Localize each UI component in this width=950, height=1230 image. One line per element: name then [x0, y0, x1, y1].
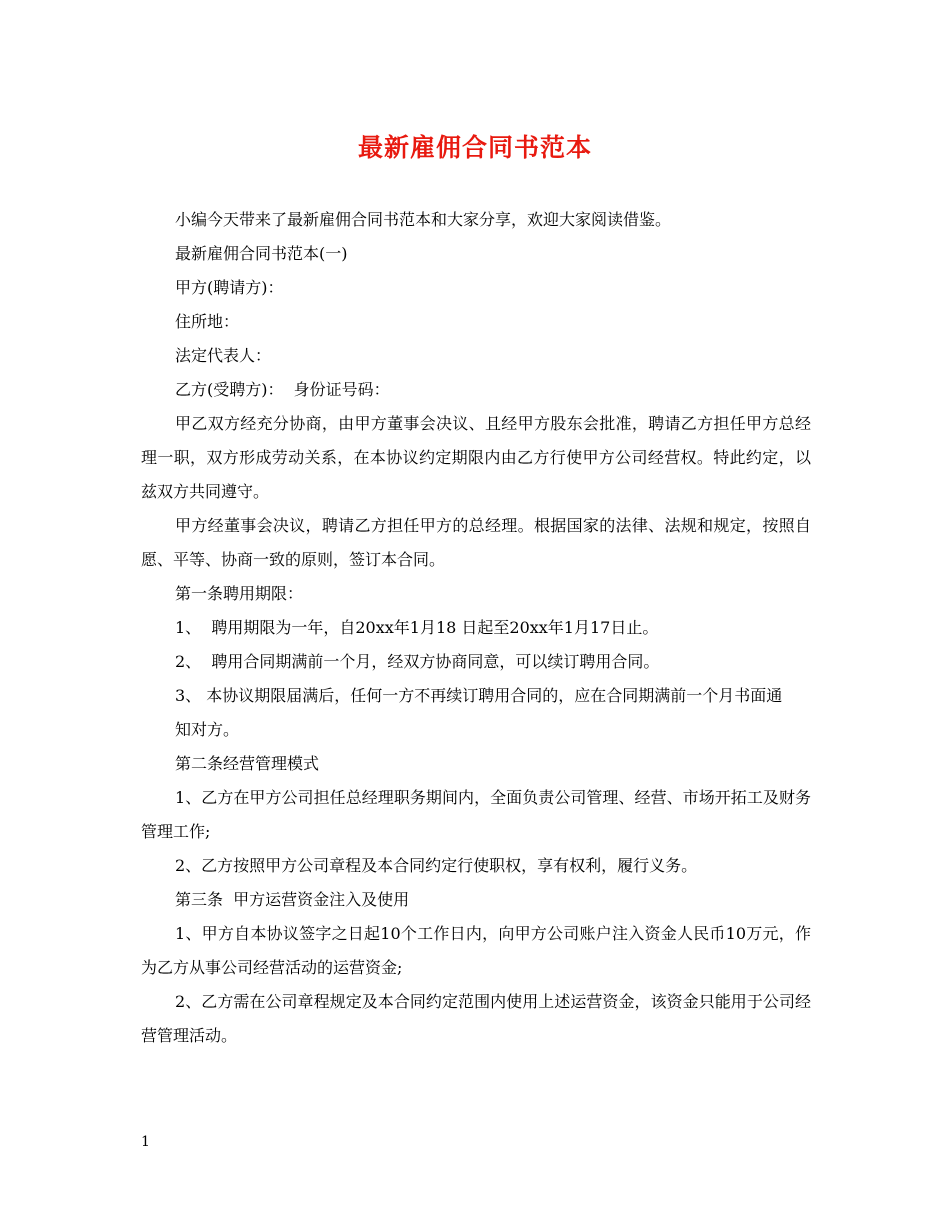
paragraph-heading-sample-one: 最新雇佣合同书范本(一) — [175, 244, 348, 263]
paragraph-article-one-item-3-cont: 知对方。 — [175, 720, 240, 739]
page-number: 1 — [141, 1134, 150, 1150]
paragraph-party-a: 甲方(聘请方)： — [175, 278, 284, 297]
paragraph-legal-representative: 法定代表人： — [175, 346, 272, 365]
paragraph-article-one: 第一条聘用期限： — [175, 584, 304, 603]
document-title: 最新雇佣合同书范本 — [357, 133, 592, 162]
paragraph-agreement: 甲乙双方经充分协商，由甲方董事会决议、且经甲方股东会批准，聘请乙方担任甲方总经理一职，双方形成劳动关系，在本协议约定期限内由乙方行使甲方公司经营权。特此约定，以兹双方共同遵守。 — [141, 414, 811, 501]
paragraph-article-two: 第二条经营管理模式 — [175, 754, 320, 773]
paragraph-article-one-item-2: 2、 聘用合同期满前一个月，经双方协商同意，可以续订聘用合同。 — [175, 652, 660, 671]
paragraph-address: 住所地： — [175, 312, 240, 331]
paragraph-board-resolution: 甲方经董事会决议，聘请乙方担任甲方的总经理。根据国家的法律、法规和规定，按照自愿、平等、协商一致的原则，签订本合同。 — [141, 516, 811, 569]
paragraph-article-three-item-1: 1、甲方自本协议签字之日起10个工作日内，向甲方公司账户注入资金人民币10万元，作为乙方从事公司经营活动的运营资金; — [141, 924, 811, 977]
paragraph-article-one-item-1: 1、 聘用期限为一年，自20xx年1月18 日起至20xx年1月17日止。 — [175, 618, 659, 637]
paragraph-intro: 小编今天带来了最新雇佣合同书范本和大家分享，欢迎大家阅读借鉴。 — [175, 210, 672, 229]
paragraph-party-b: 乙方(受聘方)： 身份证号码： — [175, 380, 390, 399]
paragraph-article-two-item-1: 1、乙方在甲方公司担任总经理职务期间内，全面负责公司管理、经营、市场开拓工及财务管理工作; — [141, 788, 811, 841]
paragraph-article-two-item-2: 2、乙方按照甲方公司章程及本合同约定行使职权，享有权利，履行义务。 — [175, 856, 698, 875]
paragraph-article-one-item-3: 3、 本协议期限届满后，任何一方不再续订聘用合同的，应在合同期满前一个月书面通 — [175, 686, 783, 705]
document-body — [141, 203, 811, 1053]
paragraph-article-three-item-2: 2、乙方需在公司章程规定及本合同约定范围内使用上述运营资金，该资金只能用于公司经营管理活动。 — [141, 992, 811, 1045]
paragraph-article-three: 第三条 甲方运营资金注入及使用 — [175, 890, 410, 909]
